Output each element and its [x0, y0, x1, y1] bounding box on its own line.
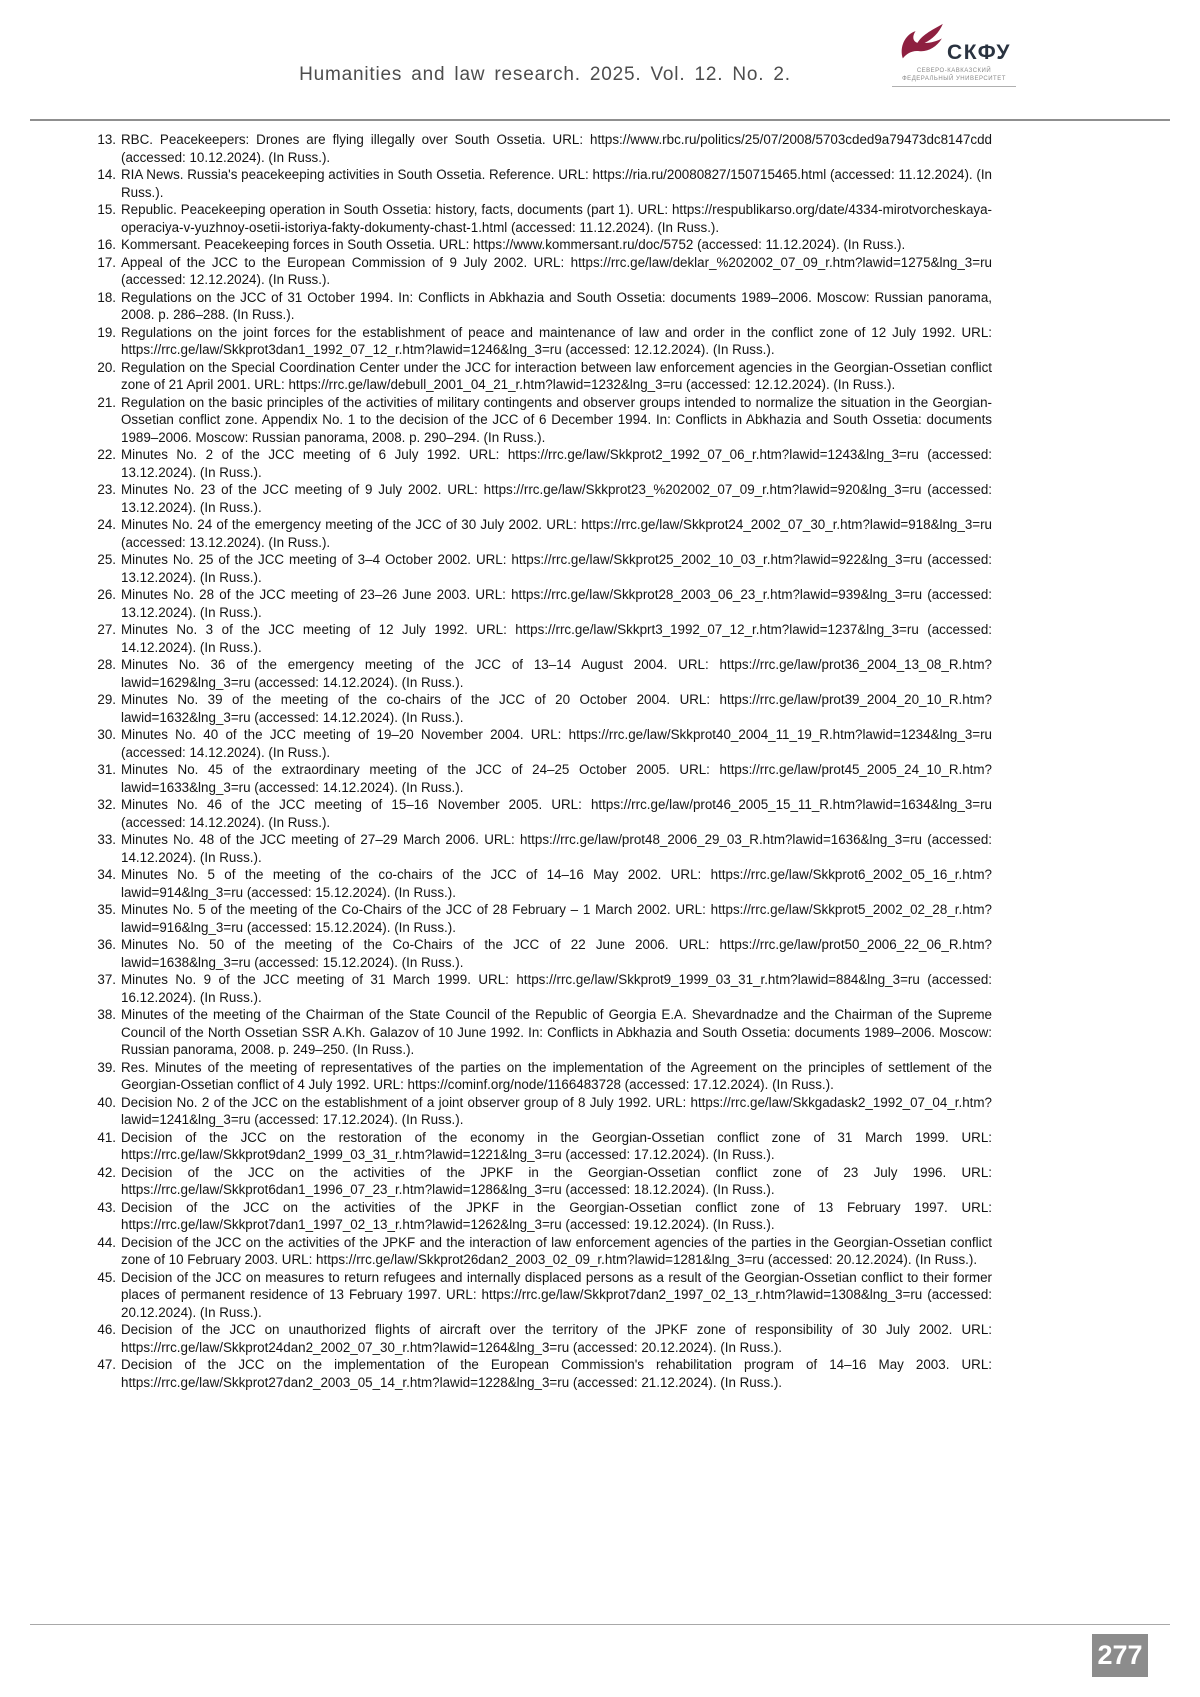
reference-text: Minutes No. 25 of the JCC meeting of 3–4 October 2002. URL: https://rrc.ge/law/Skkprot25_2002_10_03_r.htm?lawid=922&lng_3=ru (accessed: 13.12.2024). (In Russ.). [121, 552, 992, 585]
reference-text: Regulations on the JCC of 31 October 1994. In: Conflicts in Abkhazia and South Ossetia: documents 1989–2006. Moscow: Russian panorama, 2008. p. 286–288. (In Russ.). [121, 289, 992, 322]
reference-text: Kommersant. Peacekeeping forces in South Ossetia. URL: https://www.kommersant.ru/doc/5752 (accessed: 11.12.2024). (In Russ.). [121, 237, 906, 252]
reference-item [95, 446, 992, 481]
reference-number: 15. [97, 202, 116, 217]
university-subtitle-line1: СЕВЕРО-КАВКАЗСКИЙ [916, 68, 992, 74]
reference-number: 46. [97, 1322, 116, 1337]
reference-item [95, 481, 992, 516]
reference-item [95, 1094, 992, 1129]
reference-number: 23. [97, 482, 116, 497]
reference-number: 13. [97, 132, 116, 147]
reference-item [95, 131, 992, 166]
journal-title: Humanities and law research. 2025. Vol. 12. No. 2. [299, 64, 791, 85]
reference-number: 19. [97, 324, 116, 340]
reference-item [95, 1059, 992, 1094]
reference-text: Decision of the JCC on the activities of the JPKF and the interaction of law enforcement agencies of the parties in the Georgian-Ossetian conflict zone of 10 February 2003. URL: https://rrc.ge/law/Skkprot26dan2_2003_02_09_r.htm?lawid=1281&lng_3=ru (accessed: 20.12.2024). (In Russ.). [121, 1234, 992, 1267]
reference-text: Regulation on the Special Coordination Center under the JCC for interaction between law enforcement agencies in the Georgian-Ossetian conflict zone of 21 April 2001. URL: https://rrc.ge/law/debull_2001_04_21_r.htm?lawid=1232&lng_3=ru (accessed: 12.12.2024). (In Russ.). [121, 359, 992, 392]
reference-number: 25. [97, 552, 116, 567]
reference-item [95, 236, 992, 254]
reference-number: 36. [97, 937, 116, 952]
reference-text: Regulation on the basic principles of the activities of military contingents and observer groups intended to normalize the situation in the Georgian-Ossetian conflict zone. Appendix No. 1 to the decision of the JCC of 6 December 1994. In: Conflicts in Abkhazia and South Ossetia: documents 1989–2006. Moscow: Russian panorama, 2008. p. 290–294. (In Russ.). [121, 394, 992, 445]
reference-number: 33. [97, 832, 116, 847]
reference-number: 29. [97, 692, 116, 707]
reference-item [95, 1234, 992, 1269]
header-divider [30, 119, 1170, 121]
reference-text: Decision of the JCC on the activities of the JPKF in the Georgian-Ossetian conflict zone of 13 February 1997. URL: https://rrc.ge/law/Skkprot7dan1_1997_02_13_r.htm?lawid=1262&lng_3=ru (accessed: 19.12.2024). (In Russ.). [121, 1199, 992, 1232]
reference-item [95, 831, 992, 866]
reference-item [95, 254, 992, 289]
reference-text: Minutes No. 2 of the JCC meeting of 6 July 1992. URL: https://rrc.ge/law/Skkprot2_1992_07_06_r.htm?lawid=1243&lng_3=ru (accessed: 13.12.2024). (In Russ.). [121, 447, 992, 480]
reference-number: 27. [97, 622, 116, 637]
reference-item [95, 1269, 992, 1322]
reference-number: 31. [97, 762, 116, 777]
reference-number: 16. [97, 237, 116, 252]
reference-text: Decision of the JCC on the implementation of the European Commission's rehabilitation program of 14–16 May 2003. URL: https://rrc.ge/law/Skkprot27dan2_2003_05_14_r.htm?lawid=1228&lng_3=ru (accessed: 21.12.2024). (In Russ.). [121, 1357, 992, 1390]
reference-text: Minutes No. 23 of the JCC meeting of 9 July 2002. URL: https://rrc.ge/law/Skkprot23_%202002_07_09_r.htm?lawid=920&lng_3=ru (accessed: 13.12.2024). (In Russ.). [121, 482, 992, 515]
reference-text: Minutes No. 36 of the emergency meeting of the JCC of 13–14 August 2004. URL: https://rrc.ge/law/prot36_2004_13_08_R.htm?lawid=1629&lng_3=ru (accessed: 14.12.2024). (In Russ.). [121, 657, 992, 690]
reference-number: 21. [97, 394, 116, 410]
reference-item [95, 796, 992, 831]
reference-item [95, 359, 992, 394]
reference-number: 41. [97, 1129, 116, 1145]
reference-item [95, 1321, 992, 1356]
reference-item [95, 621, 992, 656]
reference-text: Minutes No. 9 of the JCC meeting of 31 March 1999. URL: https://rrc.ge/law/Skkprot9_1999_03_31_r.htm?lawid=884&lng_3=ru (accessed: 16.12.2024). (In Russ.). [121, 972, 992, 1005]
reference-text: Minutes No. 40 of the JCC meeting of 19–20 November 2004. URL: https://rrc.ge/law/Skkprot40_2004_11_19_R.htm?lawid=1234&lng_3=ru (accessed: 14.12.2024). (In Russ.). [121, 727, 992, 760]
reference-text: Decision of the JCC on measures to return refugees and internally displaced persons as a result of the Georgian-Ossetian conflict to their former places of permanent residence of 13 February 1997. URL: https://rrc.ge/law/Skkprot7dan2_1997_02_13_r.htm?lawid=1308&lng_3=ru (accessed: 20.12.2024). (In Russ.). [121, 1269, 992, 1320]
reference-item [95, 1129, 992, 1164]
reference-item [95, 1356, 992, 1391]
reference-number: 20. [97, 359, 116, 375]
reference-text: Minutes No. 3 of the JCC meeting of 12 July 1992. URL: https://rrc.ge/law/Skkprt3_1992_07_12_r.htm?lawid=1237&lng_3=ru (accessed: 14.12.2024). (In Russ.). [121, 622, 992, 655]
reference-text: Minutes No. 24 of the emergency meeting of the JCC of 30 July 2002. URL: https://rrc.ge/law/Skkprot24_2002_07_30_r.htm?lawid=918&lng_3=ru (accessed: 13.12.2024). (In Russ.). [121, 517, 992, 550]
reference-text: Res. Minutes of the meeting of representatives of the parties on the implementation of the Agreement on the principles of settlement of the Georgian-Ossetian conflict of 4 July 1992. URL: https://cominf.org/node/1166483728 (accessed: 17.12.2024). (In Russ.). [121, 1059, 992, 1092]
reference-number: 30. [97, 727, 116, 742]
reference-item [95, 866, 992, 901]
reference-number: 39. [97, 1059, 116, 1075]
university-subtitle-line2: ФЕДЕРАЛЬНЫЙ УНИВЕРСИТЕТ [902, 76, 1006, 82]
footer-divider [30, 1624, 1170, 1625]
reference-item [95, 1164, 992, 1199]
reference-number: 42. [97, 1164, 116, 1180]
reference-text: Decision of the JCC on the activities of the JPKF in the Georgian-Ossetian conflict zone of 23 July 1996. URL: https://rrc.ge/law/Skkprot6dan1_1996_07_23_r.htm?lawid=1286&lng_3=ru (accessed: 18.12.2024). (In Russ.). [121, 1164, 992, 1197]
reference-number: 18. [97, 289, 116, 305]
reference-item [95, 586, 992, 621]
reference-item [95, 324, 992, 359]
references-list [95, 131, 992, 1391]
reference-item [95, 289, 992, 324]
reference-number: 32. [97, 797, 116, 812]
reference-text: Decision of the JCC on unauthorized flights of aircraft over the territory of the JPKF zone of responsibility of 30 July 2002. URL: https://rrc.ge/law/Skkprot24dan2_2002_07_30_r.htm?lawid=1264&lng_3=ru (accessed: 20.12.2024). (In Russ.). [121, 1322, 992, 1355]
reference-item [95, 656, 992, 691]
reference-item [95, 901, 992, 936]
reference-text: Minutes No. 46 of the JCC meeting of 15–16 November 2005. URL: https://rrc.ge/law/prot46_2005_15_11_R.htm?lawid=1634&lng_3=ru (accessed: 14.12.2024). (In Russ.). [121, 797, 992, 830]
reference-item [95, 166, 992, 201]
reference-text: RIA News. Russia's peacekeeping activities in South Ossetia. Reference. URL: https://ria.ru/20080827/150715465.html (accessed: 11.12.2024). (In Russ.). [121, 167, 992, 200]
reference-item [95, 761, 992, 796]
reference-text: Minutes of the meeting of the Chairman of the State Council of the Republic of Georgia E.A. Shevardnadze and the Chairman of the Supreme Council of the North Ossetian SSR A.Kh. Galazov of 10 June 1992. In: Conflicts in Abkhazia and South Ossetia: documents 1989–2006. Moscow: Russian panorama, 2008. p. 249–250. (In Russ.). [121, 1007, 992, 1057]
reference-item [95, 201, 992, 236]
reference-number: 35. [97, 902, 116, 917]
reference-item [95, 1199, 992, 1234]
reference-text: Decision of the JCC on the restoration of the economy in the Georgian-Ossetian conflict zone of 31 March 1999. URL: https://rrc.ge/law/Skkprot9dan2_1999_03_31_r.htm?lawid=1221&lng_3=ru (accessed: 17.12.2024). (In Russ.). [121, 1129, 992, 1162]
reference-number: 38. [97, 1007, 116, 1022]
reference-number: 22. [97, 447, 116, 462]
reference-item [95, 551, 992, 586]
reference-item [95, 691, 992, 726]
reference-number: 44. [97, 1234, 116, 1250]
reference-number: 43. [97, 1199, 116, 1215]
reference-text: Minutes No. 28 of the JCC meeting of 23–26 June 2003. URL: https://rrc.ge/law/Skkprot28_2003_06_23_r.htm?lawid=939&lng_3=ru (accessed: 13.12.2024). (In Russ.). [121, 587, 992, 620]
reference-number: 14. [97, 167, 116, 182]
reference-text: Minutes No. 5 of the meeting of the Co-Chairs of the JCC of 28 February – 1 March 2002. URL: https://rrc.ge/law/Skkprot5_2002_02_28_r.htm?lawid=916&lng_3=ru (accessed: 15.12.2024). (In Russ.). [121, 902, 992, 935]
reference-text: Minutes No. 5 of the meeting of the co-chairs of the JCC of 14–16 May 2002. URL: https://rrc.ge/law/Skkprot6_2002_05_16_r.htm?lawid=914&lng_3=ru (accessed: 15.12.2024). (In Russ.). [121, 867, 992, 900]
reference-number: 28. [97, 657, 116, 672]
reference-text: Appeal of the JCC to the European Commission of 9 July 2002. URL: https://rrc.ge/law/deklar_%202002_07_09_r.htm?lawid=1275&lng_3=ru (accessed: 12.12.2024). (In Russ.). [121, 254, 992, 287]
reference-item [95, 936, 992, 971]
reference-item [95, 516, 992, 551]
reference-text: Minutes No. 50 of the meeting of the Co-Chairs of the JCC of 22 June 2006. URL: https://rrc.ge/law/prot50_2006_22_06_R.htm?lawid=1638&lng_3=ru (accessed: 15.12.2024). (In Russ.). [121, 937, 992, 970]
reference-text: Republic. Peacekeeping operation in South Ossetia: history, facts, documents (part 1). URL: https://respublikarso.org/date/4334-mirotvorcheskaya-operaciya-v-yuzhnoy-osetii-istoriya-fakty-dokumenty-chast-1.html (accessed: 11.12.2024). (In Russ.). [121, 202, 992, 235]
page-number-badge: 277 [1092, 1634, 1148, 1677]
reference-item [95, 1006, 992, 1059]
bird-emblem-icon [897, 22, 945, 67]
university-acronym: СКФУ [947, 41, 1011, 64]
reference-number: 45. [97, 1269, 116, 1285]
reference-number: 24. [97, 517, 116, 532]
reference-text: Minutes No. 45 of the extraordinary meeting of the JCC of 24–25 October 2005. URL: https://rrc.ge/law/prot45_2005_24_10_R.htm?lawid=1633&lng_3=ru (accessed: 14.12.2024). (In Russ.). [121, 762, 992, 795]
reference-number: 34. [97, 867, 116, 882]
reference-number: 47. [97, 1357, 116, 1372]
reference-item [95, 971, 992, 1006]
reference-text: Minutes No. 39 of the meeting of the co-chairs of the JCC of 20 October 2004. URL: https://rrc.ge/law/prot39_2004_20_10_R.htm?lawid=1632&lng_3=ru (accessed: 14.12.2024). (In Russ.). [121, 692, 992, 725]
reference-number: 40. [97, 1094, 116, 1110]
reference-text: Decision No. 2 of the JCC on the establishment of a joint observer group of 8 July 1992. URL: https://rrc.ge/law/Skkgadask2_1992_07_04_r.htm?lawid=1241&lng_3=ru (accessed: 17.12.2024). (In Russ.). [121, 1094, 992, 1127]
reference-text: Minutes No. 48 of the JCC meeting of 27–29 March 2006. URL: https://rrc.ge/law/prot48_2006_29_03_R.htm?lawid=1636&lng_3=ru (accessed: 14.12.2024). (In Russ.). [121, 832, 992, 865]
reference-text: RBC. Peacekeepers: Drones are flying illegally over South Ossetia. URL: https://www.rbc.ru/politics/25/07/2008/5703cded9a79473dc8147cdd (accessed: 10.12.2024). (In Russ.). [121, 132, 992, 165]
reference-text: Regulations on the joint forces for the establishment of peace and maintenance of law and order in the conflict zone of 12 July 1992. URL: https://rrc.ge/law/Skkprot3dan1_1992_07_12_r.htm?lawid=1246&lng_3=ru (accessed: 12.12.2024). (In Russ.). [121, 324, 992, 357]
reference-item [95, 394, 992, 447]
reference-number: 17. [97, 254, 116, 270]
university-logo [888, 22, 1020, 87]
logo-divider [892, 86, 1016, 87]
reference-number: 37. [97, 972, 116, 987]
reference-item [95, 726, 992, 761]
reference-number: 26. [97, 587, 116, 602]
